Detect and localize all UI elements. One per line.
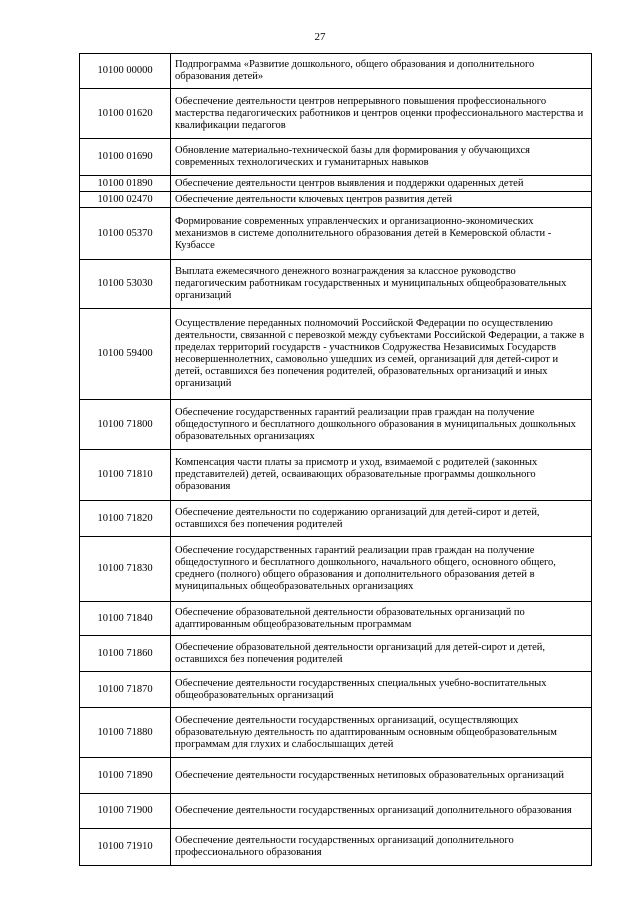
row-code: 10100 71810 bbox=[80, 450, 171, 501]
table-row bbox=[80, 309, 592, 400]
table-row bbox=[80, 794, 592, 829]
row-description: Обеспечение деятельности государственных организаций дополнительного профессионального образования bbox=[171, 829, 592, 866]
row-description: Формирование современных управленческих и организационно-экономических механизмов в системе дополнительного образования детей в Кемеровской области - Кузбассе bbox=[171, 208, 592, 260]
row-description: Обеспечение деятельности государственных специальных учебно-воспитательных общеобразовательных организаций bbox=[171, 672, 592, 708]
row-description: Обеспечение образовательной деятельности образовательных организаций по адаптированным общеобразовательным программам bbox=[171, 602, 592, 636]
table-row bbox=[80, 450, 592, 501]
table-row bbox=[80, 829, 592, 866]
row-code: 10100 71880 bbox=[80, 708, 171, 758]
table-row bbox=[80, 208, 592, 260]
row-code: 10100 05370 bbox=[80, 208, 171, 260]
row-description: Обеспечение деятельности государственных нетиповых образовательных организаций bbox=[171, 758, 592, 794]
row-code: 10100 71840 bbox=[80, 602, 171, 636]
row-code: 10100 71870 bbox=[80, 672, 171, 708]
row-code: 10100 01890 bbox=[80, 176, 171, 192]
table-row bbox=[80, 708, 592, 758]
row-code: 10100 00000 bbox=[80, 54, 171, 89]
table-row bbox=[80, 54, 592, 89]
row-description: Обеспечение государственных гарантий реализации прав граждан на получение общедоступного и бесплатного дошкольного образования в муниципальных дошкольных образовательных организациях bbox=[171, 400, 592, 450]
row-description: Компенсация части платы за присмотр и уход, взимаемой с родителей (законных представителей) детей, осваивающих образовательные программы дошкольного образования bbox=[171, 450, 592, 501]
table-row bbox=[80, 672, 592, 708]
row-code: 10100 71830 bbox=[80, 537, 171, 602]
table-row bbox=[80, 192, 592, 208]
row-code: 10100 71890 bbox=[80, 758, 171, 794]
row-code: 10100 01690 bbox=[80, 139, 171, 176]
row-code: 10100 02470 bbox=[80, 192, 171, 208]
row-description: Обеспечение деятельности государственных организаций дополнительного образования bbox=[171, 794, 592, 829]
row-code: 10100 71860 bbox=[80, 636, 171, 672]
row-code: 10100 71820 bbox=[80, 501, 171, 537]
table-row bbox=[80, 260, 592, 309]
row-description: Обновление материально-технической базы для формирования у обучающихся современных технологических и гуманитарных навыков bbox=[171, 139, 592, 176]
table-row bbox=[80, 89, 592, 139]
page-number: 27 bbox=[314, 31, 326, 43]
row-description: Осуществление переданных полномочий Российской Федерации по осуществлению деятельности, связанной с перевозкой между субъектами Российской Федерации, а также в пределах территорий государств - участников Содружества Независимых Государств несовершеннолетних, самовольно ушедших из семей, организаций для детей-сирот и детей, оставшихся без попечения родителей, образовательных организаций и иных организаций bbox=[171, 309, 592, 400]
table-row bbox=[80, 537, 592, 602]
row-description: Обеспечение государственных гарантий реализации прав граждан на получение общедоступного и бесплатного дошкольного, начального общего, основного общего, среднего (полного) общего образования и дополнительного образования детей в муниципальных общеобразовательных организациях bbox=[171, 537, 592, 602]
table-row bbox=[80, 602, 592, 636]
row-description: Обеспечение деятельности по содержанию организаций для детей-сирот и детей, оставшихся без попечения родителей bbox=[171, 501, 592, 537]
table-row bbox=[80, 176, 592, 192]
table-row bbox=[80, 400, 592, 450]
row-description: Подпрограмма «Развитие дошкольного, общего образования и дополнительного образования детей» bbox=[171, 54, 592, 89]
row-description: Обеспечение образовательной деятельности организаций для детей-сирот и детей, оставшихся без попечения родителей bbox=[171, 636, 592, 672]
row-description: Обеспечение деятельности центров непрерывного повышения профессионального мастерства педагогических работников и центров оценки профессионального мастерства и квалификации педагогов bbox=[171, 89, 592, 139]
row-code: 10100 71800 bbox=[80, 400, 171, 450]
table-body bbox=[80, 54, 592, 866]
row-code: 10100 71900 bbox=[80, 794, 171, 829]
row-code: 10100 71910 bbox=[80, 829, 171, 866]
table-row bbox=[80, 758, 592, 794]
table-row bbox=[80, 501, 592, 537]
budget-codes-table bbox=[79, 53, 592, 866]
row-code: 10100 53030 bbox=[80, 260, 171, 309]
row-description: Обеспечение деятельности ключевых центров развития детей bbox=[171, 192, 592, 208]
row-description: Обеспечение деятельности центров выявления и поддержки одаренных детей bbox=[171, 176, 592, 192]
row-description: Выплата ежемесячного денежного вознаграждения за классное руководство педагогическим работникам государственных и муниципальных общеобразовательных организаций bbox=[171, 260, 592, 309]
row-description: Обеспечение деятельности государственных организаций, осуществляющих образовательную деятельность по адаптированным основным общеобразовательным программам для глухих и слабослышащих детей bbox=[171, 708, 592, 758]
row-code: 10100 59400 bbox=[80, 309, 171, 400]
table-row bbox=[80, 139, 592, 176]
row-code: 10100 01620 bbox=[80, 89, 171, 139]
table-row bbox=[80, 636, 592, 672]
